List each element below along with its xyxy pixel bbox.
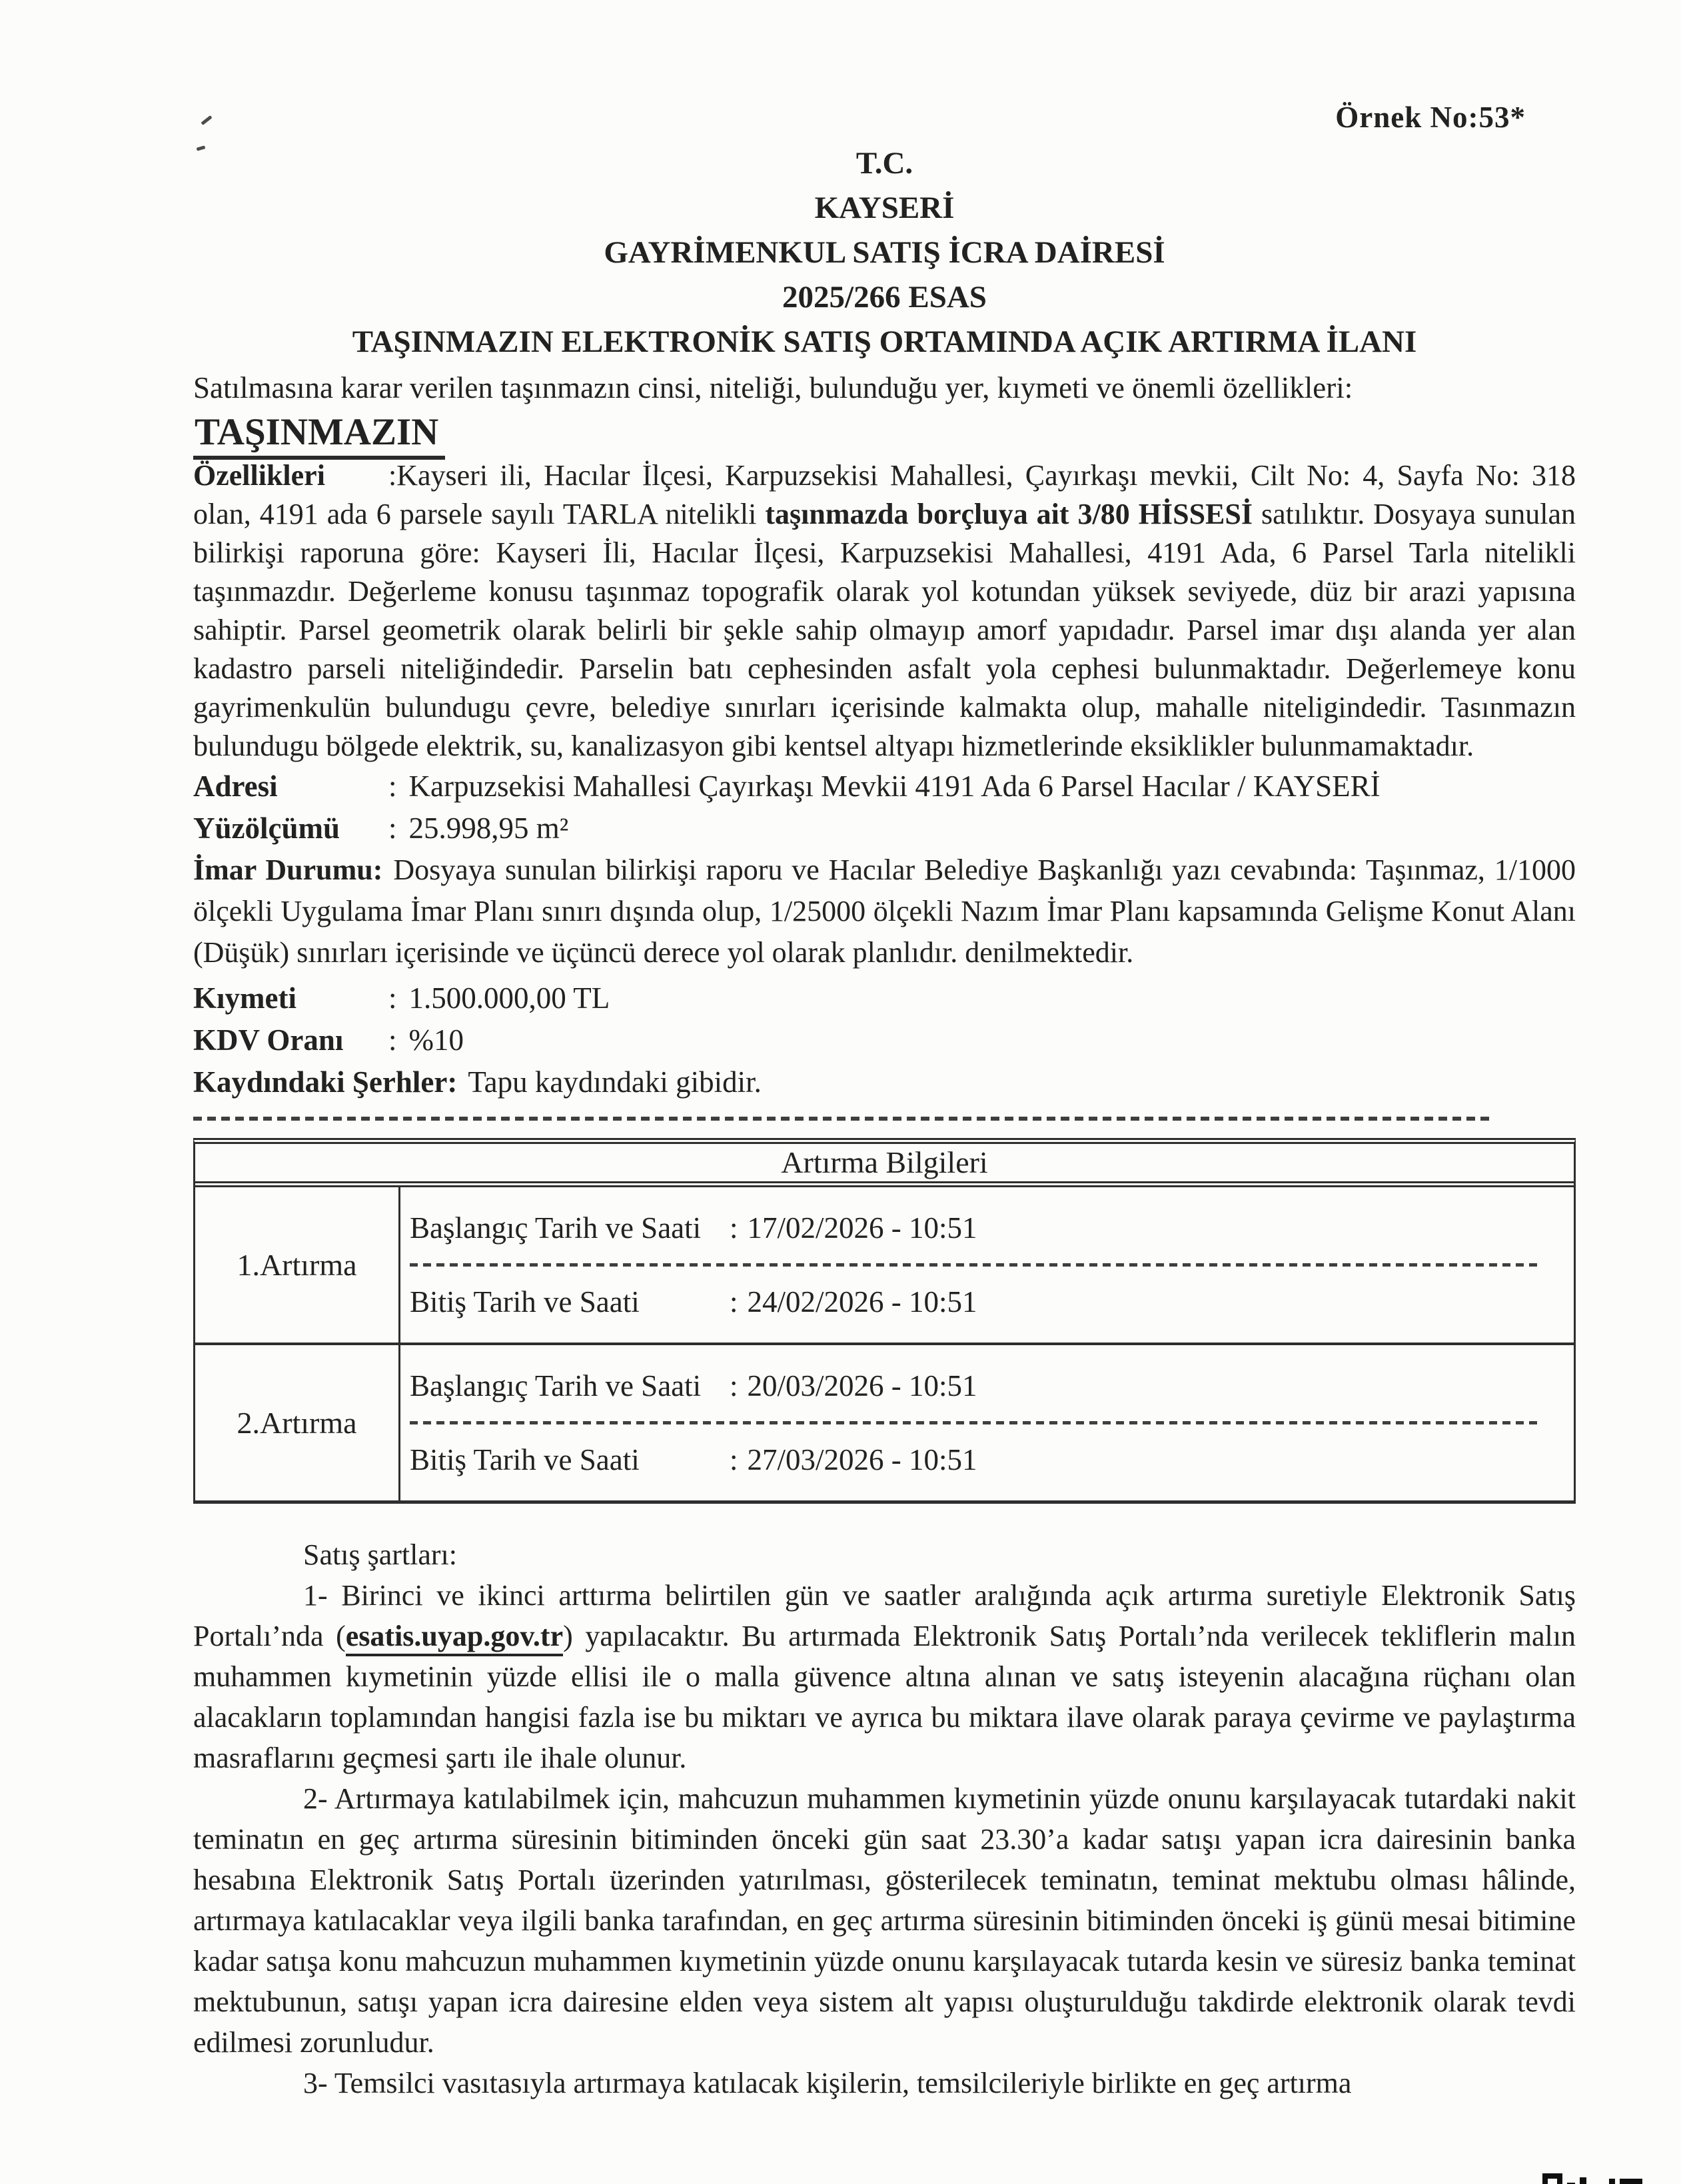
- auction-1-start-line: [410, 1207, 1560, 1249]
- kdv-orani-value: %10: [408, 1023, 464, 1057]
- document-header: [193, 141, 1576, 364]
- adresi-row: [193, 766, 1576, 808]
- ozellikleri-text-bold: taşınmazda borçluya ait 3/80 HİSSESİ: [765, 498, 1253, 530]
- auction-2-end-line: [410, 1439, 1560, 1480]
- imar-durumu-label: İmar Durumu:: [193, 853, 383, 886]
- ozellikleri-paragraph: [193, 456, 1576, 766]
- auction-table-title: Artırma Bilgileri: [195, 1144, 1574, 1187]
- colon: :: [730, 1443, 738, 1476]
- colon: :: [388, 812, 397, 845]
- ozellikleri-text-pre: :Kayseri ili, Hacılar İlçesi, Karpuzsekisi Mahallesi, Çayırkaşı mevkii, Cilt No: 4, Sayfa No: 318 olan, 4191 ada 6 parsele sayılı TARLA nitelikli: [193, 459, 1576, 530]
- end-date-label: Bitiş Tarih ve Saati: [410, 1443, 640, 1476]
- serhler-label: Kaydındaki Şerhler:: [193, 1065, 458, 1099]
- esatis-portal-link: esatis.uyap.gov.tr: [346, 1620, 563, 1656]
- yuzolcumu-row: [193, 808, 1576, 849]
- intro-line: Satılmasına karar verilen taşınmazın cinsi, niteliği, bulunduğu yer, kıymeti ve önemli özellikleri:: [193, 371, 1353, 404]
- header-title: TAŞINMAZIN ELEKTRONİK SATIŞ ORTAMINDA AÇIK ARTIRMA İLANI: [352, 324, 1417, 359]
- stamp-fragment-artifact: [1542, 2164, 1642, 2184]
- section-title-text: TAŞINMAZIN: [193, 411, 445, 460]
- term-1-text-post: ) yapılacaktır. Bu artırmada Elektronik Satış Portalı’nda verilecek tekliflerin malın muhammen kıymetinin yüzde ellisi ile o malla güvence altına alınan ve satış isteyenin alacağına rüçhanı olan alacakların toplamından hangisi fazla ise bu miktarı ve ayrıca bu miktara ilave olarak paraya çevirme ve paylaştırma masraflarını geçmesi şartı ile ihale olunur.: [193, 1620, 1576, 1774]
- stamp-fragment-icon: [1542, 2173, 1562, 2184]
- pen-mark-artifact: [197, 119, 223, 159]
- ozellikleri-text-post: satılıktır. Dosyaya sunulan bilirkişi raporuna göre: Kayseri İli, Hacılar İlçesi, Karpuzsekisi Mahallesi, 4191 Ada, 6 Parsel Tarla nitelikli taşınmazdır. Değerleme konusu taşınmaz topografik olarak yol kotundan yüksek seviyede, düz bir arazi yapısına sahiptir. Parsel geometrik olarak belirli bir şekle sahip olmayıp amorf yapıdadır. Parsel imar dışı alanda yer alan kadastro parseli niteliğindedir. Parselin batı cephesinden asfalt yola cephesi bulunmaktadır. Değerlemeye konu gayrimenkulün bulundugu çevre, belediye sınırları içerisinde kalmakta olup, mahalle niteligindedir. Tasınmazın bulundugu bölgede elektrik, su, kanalizasyon gibi kentsel altyapı hizmetlerinde eksiklikler bulunmamaktadır.: [193, 498, 1576, 762]
- start-date-value: 17/02/2026 - 10:51: [747, 1211, 977, 1245]
- end-date-label: Bitiş Tarih ve Saati: [410, 1285, 640, 1319]
- pen-stroke-icon: [197, 145, 206, 151]
- auction-2-start-line: [410, 1365, 1560, 1406]
- colon: :: [388, 1023, 397, 1057]
- colon: :: [730, 1369, 738, 1402]
- ozellikleri-label: Özellikleri: [193, 459, 325, 492]
- adresi-label: Adresi: [193, 770, 278, 803]
- auction-info-table: [193, 1138, 1576, 1504]
- start-date-label: Başlangıç Tarih ve Saati: [410, 1369, 702, 1402]
- yuzolcumu-label: Yüzölçümü: [193, 812, 340, 845]
- stamp-fragment-icon: [1620, 2179, 1642, 2184]
- row-dashed-divider: [410, 1263, 1537, 1267]
- start-date-value: 20/03/2026 - 10:51: [747, 1369, 977, 1402]
- end-date-value: 24/02/2026 - 10:51: [747, 1285, 977, 1319]
- term-item-2: 2- Artırmaya katılabilmek için, mahcuzun muhammen kıymetinin yüzde onunu karşılayacak tutardaki nakit teminatın en geç artırma süresinin bitiminden önceki gün saat 23.30’a kadar satışı yapan icra dairesinin banka hesabına Elektronik Satış Portalı üzerinden yatırılması, gösterilecek teminatın, teminat mektubu olması hâlinde, artırmaya katılacaklar veya ilgili banka tarafından, en geç artırma süresinin bitiminden önceki iş günü mesai bitimine kadar satışa konu mahcuzun muhammen kıymetinin yüzde onunu karşılayacak tutarda kesin ve süresiz banka teminat mektubunun, satışı yapan icra dairesine elden veya sistem alt yapısı oluşturulduğu takdirde elektronik olarak tevdi edilmesi zorunludur.: [193, 1782, 1576, 2059]
- term-item-3: 3- Temsilci vasıtasıyla artırmaya katılacak kişilerin, temsilcileriyle birlikte en geç artırma: [303, 2067, 1352, 2099]
- term-1-text-pre: 1- Birinci ve ikinci arttırma belirtilen gün ve saatler aralığında açık artırma suretiyle Elektronik Satış Portalı’nda (: [193, 1579, 1576, 1652]
- end-date-value: 27/03/2026 - 10:51: [747, 1443, 977, 1476]
- colon: :: [730, 1285, 738, 1319]
- serhler-value: Tapu kaydındaki gibidir.: [468, 1065, 762, 1099]
- colon: :: [388, 981, 397, 1015]
- serhler-row: [193, 1061, 1576, 1103]
- imar-durumu-paragraph: [193, 849, 1576, 973]
- term-item-1: [193, 1575, 1576, 1778]
- colon: :: [730, 1211, 738, 1245]
- dashed-separator: [193, 1117, 1489, 1121]
- stamp-fragment-icon: [1609, 2179, 1615, 2184]
- kdv-orani-label: KDV Oranı: [193, 1023, 344, 1057]
- header-tc: T.C.: [855, 146, 913, 181]
- stamp-fragment-icon: [1580, 2177, 1586, 2184]
- ornek-no: Örnek No:53*: [1335, 101, 1526, 134]
- header-office: GAYRİMENKUL SATIŞ İCRA DAİRESİ: [604, 235, 1165, 270]
- adresi-value: Karpuzsekisi Mahallesi Çayırkaşı Mevkii 4191 Ada 6 Parsel Hacılar / KAYSERİ: [408, 770, 1381, 803]
- kiymeti-row: [193, 977, 1576, 1019]
- kiymeti-value: 1.500.000,00 TL: [408, 981, 610, 1015]
- section-title: [193, 408, 1576, 456]
- yuzolcumu-value: 25.998,95 m²: [408, 812, 569, 845]
- start-date-label: Başlangıç Tarih ve Saati: [410, 1211, 702, 1245]
- auction-2-dates: [400, 1345, 1574, 1500]
- header-case-no: 2025/266 ESAS: [782, 280, 987, 314]
- kdv-orani-row: [193, 1019, 1576, 1061]
- row-dashed-divider: [410, 1421, 1537, 1424]
- header-city: KAYSERİ: [814, 191, 955, 225]
- imar-durumu-text: Dosyaya sunulan bilirkişi raporu ve Hacılar Belediye Başkanlığı yazı cevabında: Taşınmaz, 1/1000 ölçekli Uygulama İmar Planı sınırı dışında olup, 1/25000 ölçekli Nazım İmar Planı kapsamında Gelişme Konut Alanı (Düşük) sınırları içerisinde ve üçüncü derece yol olarak planlıdır. denilmektedir.: [193, 853, 1576, 969]
- auction-1-name: 1.Artırma: [195, 1187, 400, 1345]
- terms-title: Satış şartları:: [303, 1538, 457, 1571]
- colon: :: [388, 770, 397, 803]
- kiymeti-label: Kıymeti: [193, 981, 296, 1015]
- auction-1-dates: [400, 1187, 1574, 1345]
- auction-1-end-line: [410, 1281, 1560, 1323]
- auction-2-name: 2.Artırma: [195, 1345, 400, 1500]
